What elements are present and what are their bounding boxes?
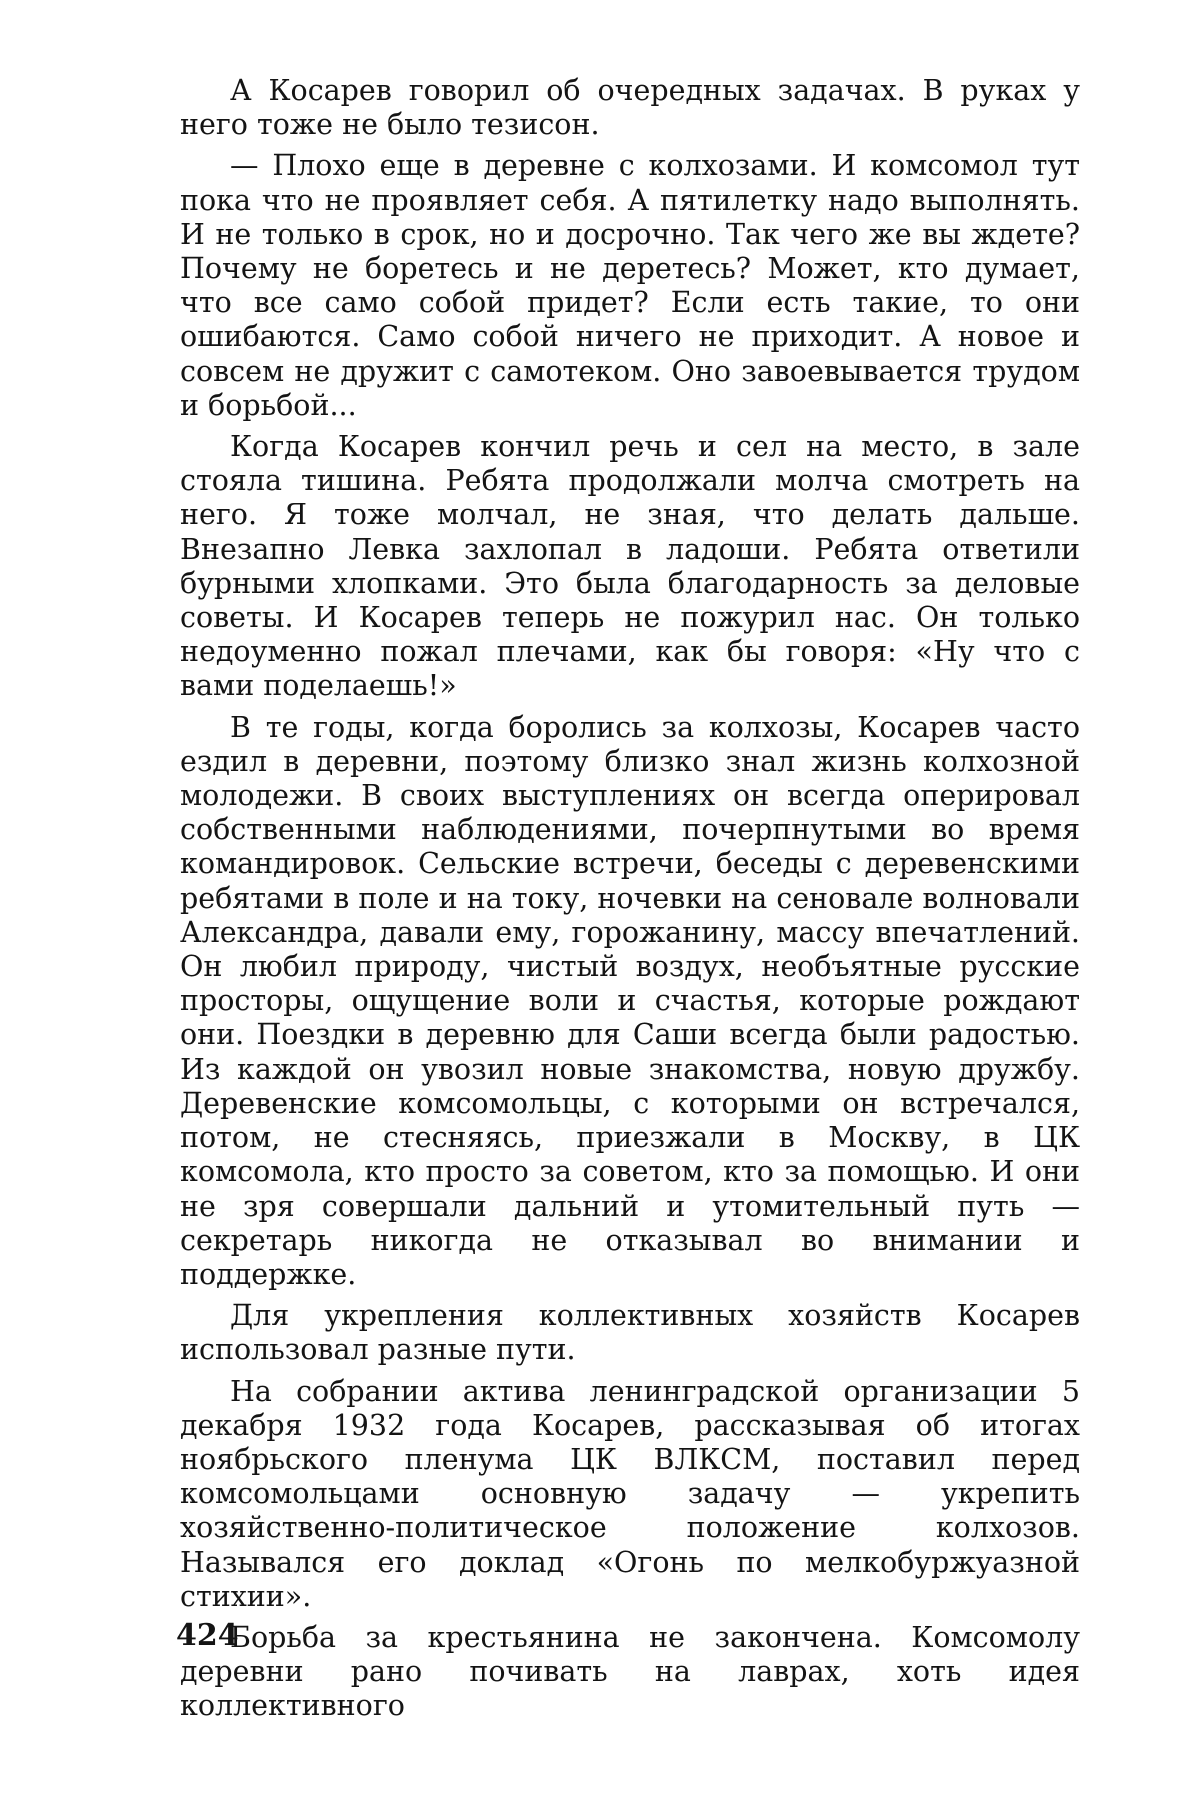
- page-number: 424: [176, 1618, 239, 1653]
- body-text: [180, 74, 1080, 1731]
- paragraph-1: А Косарев говорил об очередных задачах. В руках у него тоже не было тезисон.: [180, 74, 1080, 142]
- paragraph-7: Борьба за крестьянина не закончена. Комсомолу деревни рано почивать на лаврах, хоть идея коллективного: [180, 1620, 1080, 1723]
- paragraph-6: На собрании актива ленинградской организации 5 декабря 1932 года Косарев, рассказывая об итогах ноябрьского пленума ЦК ВЛКСМ, поставил перед комсомольцами основную задачу — укрепить хозяйственно-политическое положение колхозов. Назывался его доклад «Огонь по мелкобуржуазной стихии».: [180, 1374, 1080, 1613]
- paragraph-3: Когда Косарев кончил речь и сел на место, в зале стояла тишина. Ребята продолжали молча смотреть на него. Я тоже молчал, не зная, что делать дальше. Внезапно Левка захлопал в ладоши. Ребята ответили бурными хлопками. Это была благодарность за деловые советы. И Косарев теперь не пожурил нас. Он только недоуменно пожал плечами, как бы говоря: «Ну что с вами поделаешь!»: [180, 430, 1080, 703]
- paragraph-5: Для укрепления коллективных хозяйств Косарев использовал разные пути.: [180, 1299, 1080, 1367]
- paragraph-2: — Плохо еще в деревне с колхозами. И комсомол тут пока что не проявляет себя. А пятилетку надо выполнять. И не только в срок, но и досрочно. Так чего же вы ждете? Почему не боретесь и не деретесь? Может, кто думает, что все само собой придет? Если есть такие, то они ошибаются. Само собой ничего не приходит. А новое и совсем не дружит с самотеком. Оно завоевывается трудом и борьбой...: [180, 149, 1080, 422]
- paragraph-4: В те годы, когда боролись за колхозы, Косарев часто ездил в деревни, поэтому близко знал жизнь колхозной молодежи. В своих выступлениях он всегда оперировал собственными наблюдениями, почерпнутыми во время командировок. Сельские встречи, беседы с деревенскими ребятами в поле и на току, ночевки на сеновале волновали Александра, давали ему, горожанину, массу впечатлений. Он любил природу, чистый воздух, необъятные русские просторы, ощущение воли и счастья, которые рождают они. Поездки в деревню для Саши всегда были радостью. Из каждой он увозил новые знакомства, новую дружбу. Деревенские комсомольцы, с которыми он встречался, потом, не стесняясь, приезжали в Москву, в ЦК комсомола, кто просто за советом, кто за помощью. И они не зря совершали дальний и утомительный путь — секретарь никогда не отказывал во внимании и поддержке.: [180, 710, 1080, 1291]
